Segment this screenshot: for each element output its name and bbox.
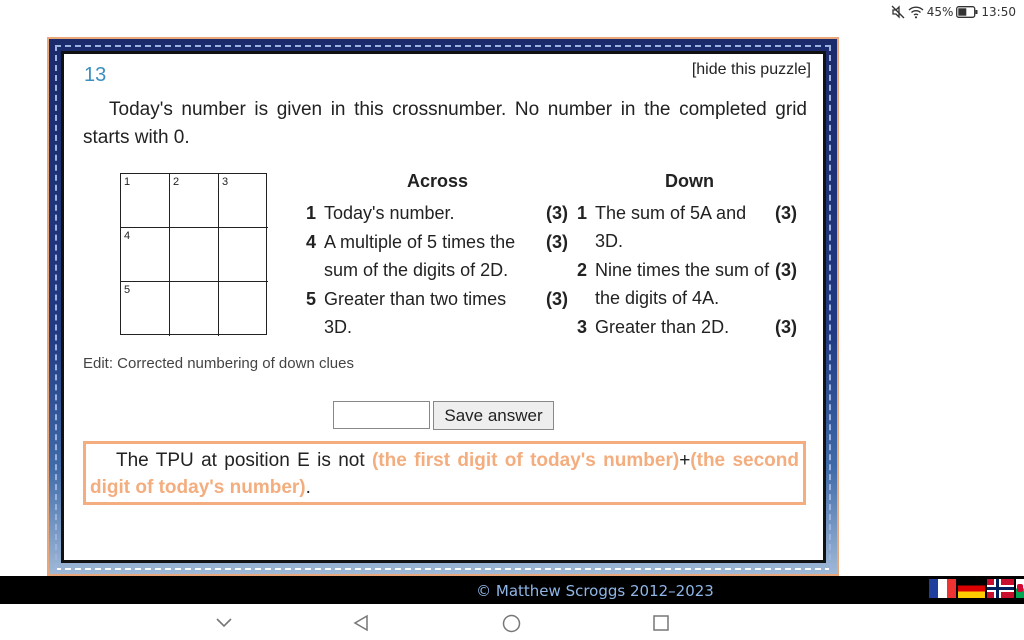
- grid-cell[interactable]: [121, 228, 170, 282]
- tpu-suffix: .: [305, 477, 311, 498]
- clue-number: 5: [305, 289, 316, 309]
- tpu-highlight-second: (the second digit of today's number): [90, 450, 799, 498]
- tpu-highlight-first: (the first digit of today's number): [371, 450, 680, 471]
- frame-dash-bottom: [55, 568, 831, 570]
- clue-length: (3): [546, 289, 568, 309]
- status-icons: [891, 5, 1016, 19]
- down-heading: Down: [665, 171, 714, 191]
- puzzle-number: 13: [84, 64, 107, 86]
- frame-dash-left: [55, 45, 57, 570]
- crossnumber-grid: [120, 173, 267, 335]
- mute-icon: [891, 5, 905, 19]
- battery-icon: [956, 6, 978, 18]
- across-clue: [298, 199, 578, 227]
- clock: 13:50: [981, 5, 1016, 19]
- clue-text: Greater than two times 3D.: [324, 289, 507, 337]
- grid-cell[interactable]: [121, 174, 170, 228]
- across-clue: [298, 285, 578, 341]
- cell-number: 3: [222, 176, 229, 188]
- clue-length: (3): [775, 260, 797, 280]
- clue-text: Today's number.: [324, 203, 455, 223]
- home-icon[interactable]: [502, 614, 521, 633]
- flag-norway-icon[interactable]: [987, 579, 1014, 598]
- flag-germany-icon[interactable]: [958, 579, 985, 598]
- tpu-hint-box: [83, 441, 806, 505]
- clue-length: (3): [546, 203, 568, 223]
- clue-number: 2: [576, 260, 587, 280]
- down-clue: [569, 313, 809, 341]
- edit-note: Edit: Corrected numbering of down clues: [83, 355, 354, 372]
- clue-number: 1: [305, 203, 316, 223]
- cell-number: 2: [173, 176, 180, 188]
- copyright: © Matthew Scroggs 2012–2023: [476, 582, 714, 600]
- wifi-icon: [908, 5, 924, 19]
- tpu-prefix: The TPU at position E is not: [116, 450, 372, 471]
- clue-length: (3): [775, 203, 797, 223]
- clue-text: A multiple of 5 times the sum of the digits of 2D.: [324, 232, 516, 280]
- grid-cell[interactable]: [219, 282, 268, 336]
- flag-france-icon[interactable]: [929, 579, 956, 598]
- recent-apps-icon[interactable]: [653, 615, 669, 631]
- grid-cell[interactable]: [170, 228, 219, 282]
- clue-length: (3): [546, 232, 568, 252]
- grid-cell[interactable]: [170, 282, 219, 336]
- clue-text: Greater than 2D.: [595, 317, 730, 337]
- clue-length: (3): [775, 317, 797, 337]
- footer: [0, 576, 1024, 604]
- battery-percent: 45%: [926, 5, 954, 19]
- language-flags: [929, 579, 1024, 598]
- frame-dash-top: [55, 45, 831, 47]
- back-icon[interactable]: [352, 614, 370, 632]
- tpu-plus: +: [679, 450, 691, 471]
- answer-input[interactable]: [333, 401, 430, 429]
- down-clue: [569, 256, 809, 312]
- save-answer-button[interactable]: Save answer: [433, 401, 554, 430]
- flag-wales-icon[interactable]: [1016, 579, 1024, 598]
- down-clue: [569, 199, 809, 255]
- clue-number: 4: [305, 232, 316, 252]
- cell-number: 1: [124, 176, 131, 188]
- chevron-down-icon[interactable]: [215, 617, 233, 629]
- clue-text: Nine times the sum of the digits of 4A.: [595, 260, 770, 308]
- frame-dash-right: [829, 45, 831, 570]
- grid-cell[interactable]: [219, 174, 268, 228]
- hide-puzzle-link[interactable]: [hide this puzzle]: [691, 61, 811, 78]
- clue-number: 1: [576, 203, 587, 223]
- navigation-bar: [0, 604, 1024, 640]
- clue-number: 3: [576, 317, 587, 337]
- puzzle-card: [61, 51, 826, 563]
- cell-number: 4: [124, 230, 131, 242]
- across-clue: [298, 228, 578, 284]
- across-heading: Across: [407, 171, 469, 191]
- grid-cell[interactable]: [121, 282, 170, 336]
- status-bar: [0, 0, 1024, 26]
- clue-text: The sum of 5A and 3D.: [595, 203, 747, 251]
- grid-cell[interactable]: [219, 228, 268, 282]
- puzzle-intro: Today's number is given in this crossnumber. No number in the completed grid starts with 0.: [83, 99, 807, 148]
- cell-number: 5: [124, 284, 131, 296]
- grid-cell[interactable]: [170, 174, 219, 228]
